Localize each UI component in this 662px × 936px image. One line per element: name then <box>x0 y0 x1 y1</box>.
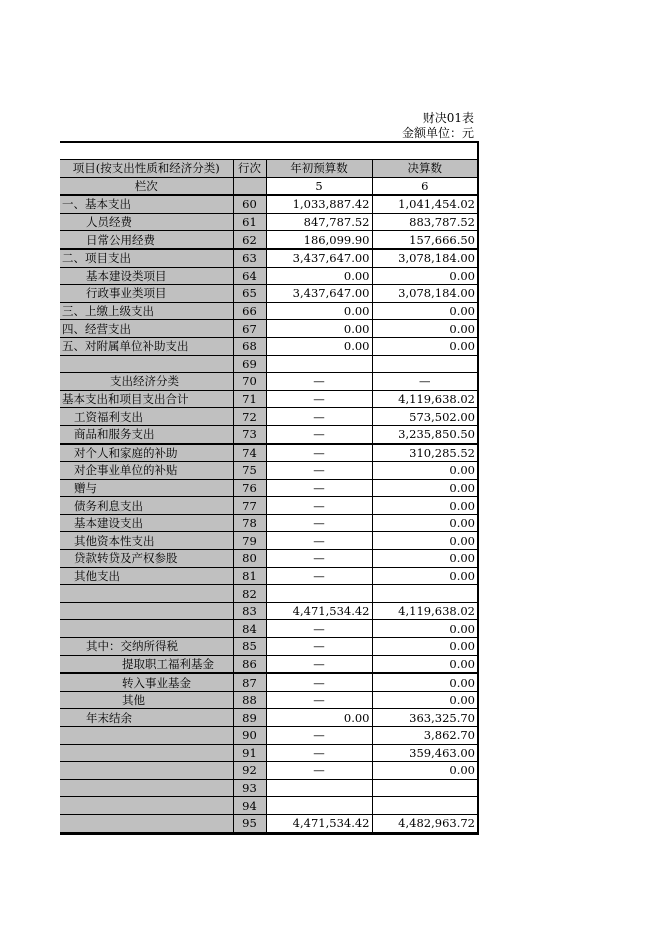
row-budget-value: — <box>266 373 372 391</box>
table-row <box>60 655 477 673</box>
row-item-name: 行政事业类项目 <box>60 285 233 303</box>
row-actual-value: 0.00 <box>372 514 477 532</box>
row-budget-value: — <box>266 638 372 656</box>
row-line-number: 91 <box>233 744 266 762</box>
row-actual-value: 0.00 <box>372 655 477 673</box>
row-line-number: 80 <box>233 550 266 568</box>
table-row <box>60 638 477 656</box>
table-row <box>60 425 477 443</box>
column-index-line <box>233 177 266 195</box>
table-row <box>60 195 477 213</box>
row-budget-value: — <box>266 425 372 443</box>
header-actual: 决算数 <box>372 160 477 177</box>
table-row <box>60 213 477 231</box>
row-line-number: 72 <box>233 408 266 426</box>
row-item-name: 基本建设支出 <box>60 514 233 532</box>
row-actual-value: 0.00 <box>372 302 477 320</box>
row-actual-value: 0.00 <box>372 550 477 568</box>
row-item-name <box>60 620 233 638</box>
row-item-name: 支出经济分类 <box>60 373 233 391</box>
row-budget-value: — <box>266 462 372 480</box>
row-actual-value: 310,285.52 <box>372 444 477 462</box>
row-line-number: 69 <box>233 355 266 373</box>
table-row <box>60 337 477 355</box>
table-row <box>60 814 477 832</box>
header-budget: 年初预算数 <box>266 160 372 177</box>
table-body <box>60 160 477 832</box>
row-actual-value: 0.00 <box>372 691 477 709</box>
row-line-number: 66 <box>233 302 266 320</box>
table-row <box>60 779 477 797</box>
row-line-number: 93 <box>233 779 266 797</box>
table-row <box>60 620 477 638</box>
row-item-name: 提取职工福利基金 <box>60 655 233 673</box>
row-actual-value: 0.00 <box>372 267 477 285</box>
row-item-name: 基本建设类项目 <box>60 267 233 285</box>
column-index-actual: 6 <box>372 177 477 195</box>
row-item-name <box>60 762 233 780</box>
table-row <box>60 408 477 426</box>
column-index-label: 栏次 <box>60 177 233 195</box>
row-line-number: 82 <box>233 585 266 603</box>
row-item-name: 转入事业基金 <box>60 673 233 691</box>
row-actual-value: 3,078,184.00 <box>372 285 477 303</box>
row-budget-value <box>266 585 372 603</box>
row-line-number: 74 <box>233 444 266 462</box>
row-line-number: 68 <box>233 337 266 355</box>
row-actual-value: 0.00 <box>372 638 477 656</box>
row-budget-value: 4,471,534.42 <box>266 602 372 620</box>
table-row <box>60 691 477 709</box>
row-budget-value: 847,787.52 <box>266 213 372 231</box>
row-item-name <box>60 744 233 762</box>
sheet-title-strip <box>60 143 477 160</box>
row-item-name: 对个人和家庭的补助 <box>60 444 233 462</box>
row-item-name: 对企事业单位的补贴 <box>60 462 233 480</box>
row-line-number: 95 <box>233 814 266 832</box>
column-index-row <box>60 177 477 195</box>
row-line-number: 86 <box>233 655 266 673</box>
row-budget-value: 0.00 <box>266 320 372 338</box>
form-code: 财决01表 <box>422 111 474 125</box>
table-row <box>60 497 477 515</box>
expenditure-sheet <box>60 141 479 835</box>
row-actual-value: 4,119,638.02 <box>372 602 477 620</box>
row-item-name <box>60 585 233 603</box>
row-budget-value: 0.00 <box>266 267 372 285</box>
row-budget-value: — <box>266 762 372 780</box>
header-row <box>60 160 477 177</box>
table-row <box>60 302 477 320</box>
row-budget-value: 0.00 <box>266 337 372 355</box>
table-row <box>60 231 477 249</box>
table-row <box>60 673 477 691</box>
row-item-name: 其他支出 <box>60 567 233 585</box>
row-line-number: 77 <box>233 497 266 515</box>
row-actual-value: — <box>372 373 477 391</box>
row-item-name <box>60 814 233 832</box>
row-line-number: 90 <box>233 727 266 745</box>
row-item-name: 其他资本性支出 <box>60 532 233 550</box>
row-item-name: 四、经营支出 <box>60 320 233 338</box>
row-item-name: 日常公用经费 <box>60 231 233 249</box>
row-budget-value <box>266 797 372 815</box>
row-item-name: 五、对附属单位补助支出 <box>60 337 233 355</box>
row-item-name: 年末结余 <box>60 709 233 727</box>
table-row <box>60 514 477 532</box>
row-item-name <box>60 355 233 373</box>
row-line-number: 67 <box>233 320 266 338</box>
row-budget-value <box>266 779 372 797</box>
row-line-number: 92 <box>233 762 266 780</box>
row-budget-value: 4,471,534.42 <box>266 814 372 832</box>
row-budget-value: — <box>266 532 372 550</box>
row-actual-value: 363,325.70 <box>372 709 477 727</box>
row-actual-value: 157,666.50 <box>372 231 477 249</box>
row-actual-value: 0.00 <box>372 620 477 638</box>
row-actual-value: 0.00 <box>372 567 477 585</box>
row-budget-value: — <box>266 655 372 673</box>
row-line-number: 89 <box>233 709 266 727</box>
row-item-name: 贷款转贷及产权参股 <box>60 550 233 568</box>
row-budget-value: — <box>266 514 372 532</box>
row-budget-value: — <box>266 550 372 568</box>
row-item-name: 其他 <box>60 691 233 709</box>
row-budget-value: — <box>266 620 372 638</box>
row-line-number: 88 <box>233 691 266 709</box>
row-actual-value: 0.00 <box>372 320 477 338</box>
row-actual-value: 359,463.00 <box>372 744 477 762</box>
row-actual-value: 0.00 <box>372 337 477 355</box>
row-budget-value: 3,437,647.00 <box>266 249 372 267</box>
row-item-name: 赠与 <box>60 479 233 497</box>
row-actual-value: 0.00 <box>372 462 477 480</box>
row-actual-value <box>372 779 477 797</box>
row-line-number: 79 <box>233 532 266 550</box>
row-budget-value: 0.00 <box>266 302 372 320</box>
row-budget-value: — <box>266 444 372 462</box>
table-row <box>60 550 477 568</box>
row-actual-value: 4,119,638.02 <box>372 390 477 408</box>
row-line-number: 70 <box>233 373 266 391</box>
table-row <box>60 762 477 780</box>
table-row <box>60 373 477 391</box>
row-budget-value: — <box>266 567 372 585</box>
row-actual-value: 883,787.52 <box>372 213 477 231</box>
row-item-name: 工资福利支出 <box>60 408 233 426</box>
row-line-number: 60 <box>233 195 266 213</box>
row-line-number: 62 <box>233 231 266 249</box>
row-line-number: 84 <box>233 620 266 638</box>
row-item-name: 其中：交纳所得税 <box>60 638 233 656</box>
currency-unit: 金额单位：元 <box>401 126 474 140</box>
row-actual-value: 573,502.00 <box>372 408 477 426</box>
row-actual-value <box>372 585 477 603</box>
row-line-number: 61 <box>233 213 266 231</box>
row-line-number: 76 <box>233 479 266 497</box>
table-row <box>60 390 477 408</box>
row-budget-value: 1,033,887.42 <box>266 195 372 213</box>
row-line-number: 63 <box>233 249 266 267</box>
row-actual-value: 1,041,454.02 <box>372 195 477 213</box>
row-line-number: 83 <box>233 602 266 620</box>
row-budget-value: — <box>266 744 372 762</box>
table-row <box>60 585 477 603</box>
row-actual-value: 3,862.70 <box>372 727 477 745</box>
row-budget-value <box>266 355 372 373</box>
row-item-name <box>60 727 233 745</box>
table-row <box>60 249 477 267</box>
row-line-number: 81 <box>233 567 266 585</box>
row-item-name <box>60 602 233 620</box>
header-item: 项目(按支出性质和经济分类) <box>60 160 233 177</box>
row-actual-value: 0.00 <box>372 673 477 691</box>
row-line-number: 94 <box>233 797 266 815</box>
row-item-name: 债务利息支出 <box>60 497 233 515</box>
table-row <box>60 479 477 497</box>
row-line-number: 85 <box>233 638 266 656</box>
table-row <box>60 285 477 303</box>
row-budget-value: — <box>266 727 372 745</box>
row-budget-value: — <box>266 479 372 497</box>
row-actual-value <box>372 797 477 815</box>
table-row <box>60 602 477 620</box>
row-line-number: 71 <box>233 390 266 408</box>
row-line-number: 87 <box>233 673 266 691</box>
row-item-name <box>60 797 233 815</box>
row-item-name: 商品和服务支出 <box>60 425 233 443</box>
row-line-number: 64 <box>233 267 266 285</box>
row-budget-value: 186,099.90 <box>266 231 372 249</box>
row-item-name: 三、上缴上级支出 <box>60 302 233 320</box>
table-row <box>60 355 477 373</box>
row-budget-value: — <box>266 673 372 691</box>
table-row <box>60 567 477 585</box>
row-actual-value: 3,078,184.00 <box>372 249 477 267</box>
row-actual-value: 4,482,963.72 <box>372 814 477 832</box>
table-row <box>60 444 477 462</box>
row-line-number: 75 <box>233 462 266 480</box>
table-row <box>60 727 477 745</box>
row-actual-value: 3,235,850.50 <box>372 425 477 443</box>
table-row <box>60 267 477 285</box>
table-row <box>60 462 477 480</box>
row-item-name: 基本支出和项目支出合计 <box>60 390 233 408</box>
row-actual-value: 0.00 <box>372 497 477 515</box>
table-row <box>60 797 477 815</box>
row-actual-value: 0.00 <box>372 532 477 550</box>
expenditure-table <box>60 160 477 833</box>
row-budget-value: — <box>266 408 372 426</box>
row-item-name: 人员经费 <box>60 213 233 231</box>
table-row <box>60 532 477 550</box>
row-budget-value: 0.00 <box>266 709 372 727</box>
table-row <box>60 709 477 727</box>
row-line-number: 73 <box>233 425 266 443</box>
row-item-name: 一、基本支出 <box>60 195 233 213</box>
row-actual-value: 0.00 <box>372 762 477 780</box>
table-row <box>60 744 477 762</box>
header-line: 行次 <box>233 160 266 177</box>
row-budget-value: — <box>266 691 372 709</box>
table-row <box>60 320 477 338</box>
row-actual-value: 0.00 <box>372 479 477 497</box>
row-item-name <box>60 779 233 797</box>
row-line-number: 78 <box>233 514 266 532</box>
row-actual-value <box>372 355 477 373</box>
row-budget-value: 3,437,647.00 <box>266 285 372 303</box>
column-index-budget: 5 <box>266 177 372 195</box>
row-budget-value: — <box>266 497 372 515</box>
row-item-name: 二、项目支出 <box>60 249 233 267</box>
row-line-number: 65 <box>233 285 266 303</box>
row-budget-value: — <box>266 390 372 408</box>
